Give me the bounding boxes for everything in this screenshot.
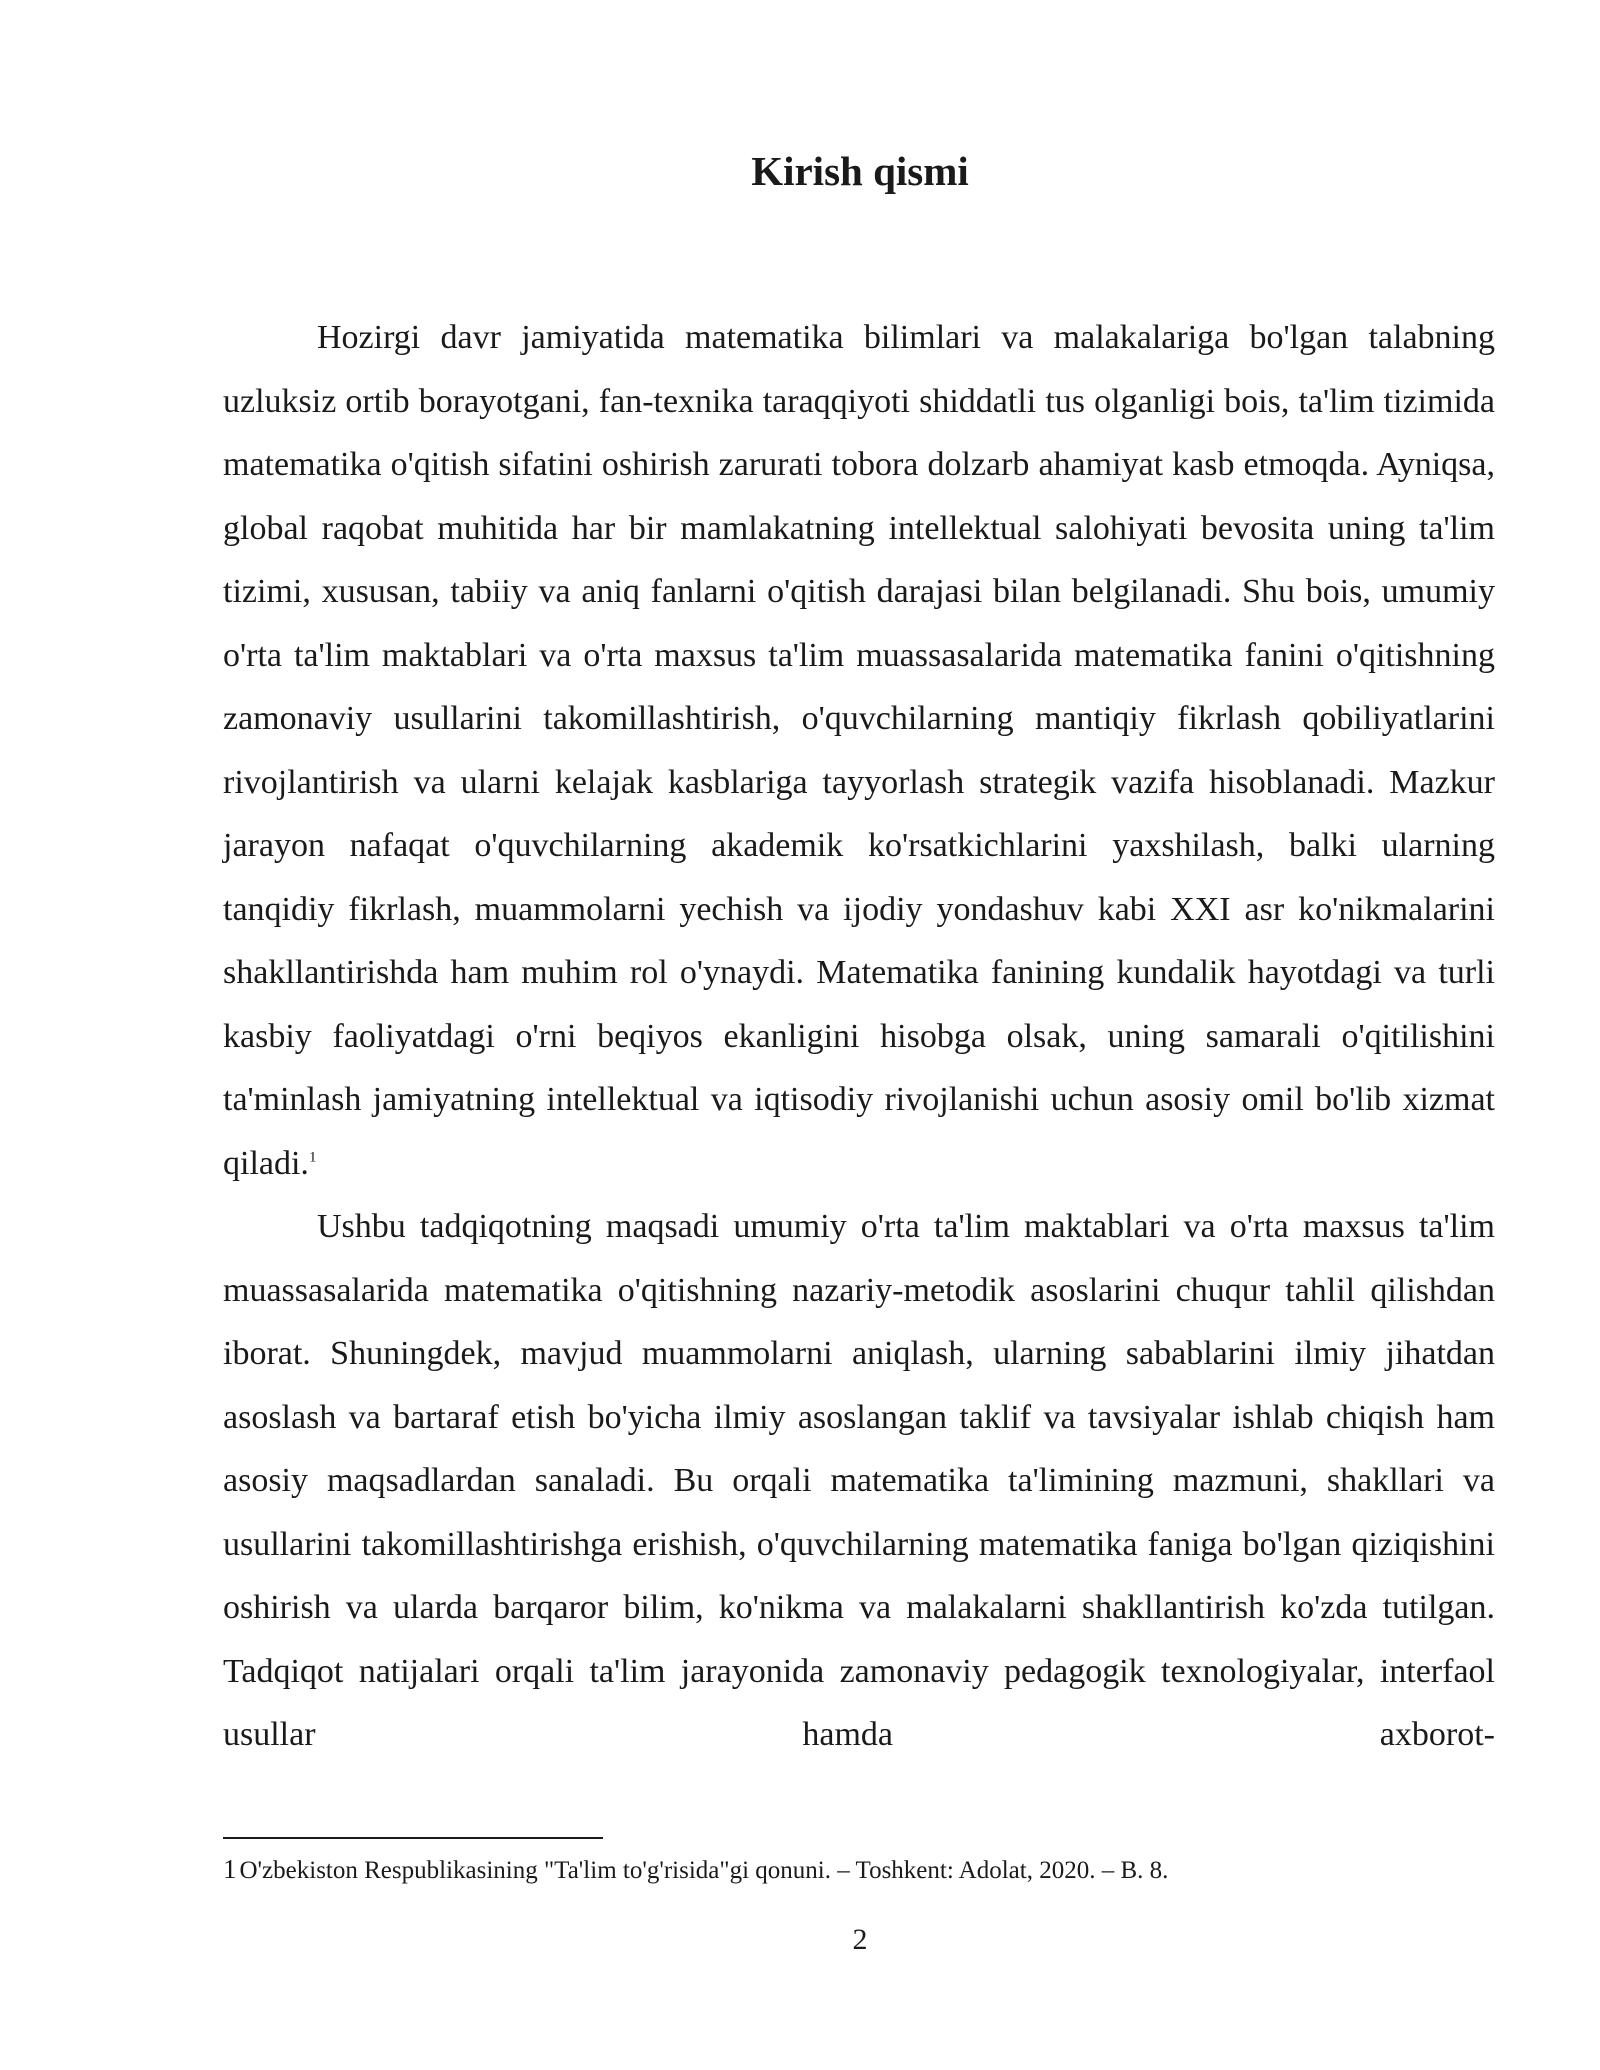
footnote-number: 1 [223,1854,237,1884]
paragraph-1-text: Hozirgi davr jamiyatida matematika bilimlari va malakalariga bo'lgan talabning uzluksiz ortib borayotgani, fan-texnika taraqqiyoti shiddatli tus olganligi bois, ta'lim tizimida matematika o'qitish sifatini oshirish zarurati tobora dolzarb ahamiyat kasb etmoqda. Ayniqsa, global raqobat muhitida har bir mamlakatning intellektual salohiyati bevosita uning ta'lim tizimi, xususan, tabiiy va aniq fanlarni o'qitish darajasi bilan belgilanadi. Shu bois, umumiy o'rta ta'lim maktablari va o'rta maxsus ta'lim muassasalarida matematika fanini o'qitishning zamonaviy usullarini takomillashtirish, o'quvchilarning mantiqiy fikrlash qobiliyatlarini rivojlantirish va ularni kelajak kasblariga tayyorlash strategik vazifa hisoblanadi. Mazkur jarayon nafaqat o'quvchilarning akademik ko'rsatkichlarini yaxshilash, balki ularning tanqidiy fikrlash, muammolarni yechish va ijodiy yondashuv kabi XXI asr ko'nikmalarini shakllantirishda ham muhim rol o'ynaydi. Matematika fanining kundalik hayotdagi va turli kasbiy faoliyatdagi o'rni beqiyos ekanligini hisobga olsak, uning samarali o'qitilishini ta'minlash jamiyatning intellektual va iqtisodiy rivojlanishi uchun asosiy omil bo'lib xizmat qiladi. [223,319,1495,1182]
footnote-reference[interactable]: 1 [308,1149,317,1166]
footnote-separator [223,1837,603,1839]
paragraph-1 [223,306,1495,1195]
page-title: Kirish qismi [751,148,969,194]
footnote-text: O'zbekiston Respublikasining "Ta'lim to'g'risida"gi qonuni. – Toshkent: Adolat, 2020. – B. 8. [239,1857,1169,1884]
body-text [223,306,1495,1767]
page-number: 2 [852,1923,868,1956]
footnote [223,1852,1523,1888]
paragraph-2: Ushbu tadqiqotning maqsadi umumiy o'rta ta'lim maktablari va o'rta maxsus ta'lim muassasalarida matematika o'qitishning nazariy-metodik asoslarini chuqur tahlil qilishdan iborat. Shuningdek, mavjud muammolarni aniqlash, ularning sabablarini ilmiy jihatdan asoslash va bartaraf etish bo'yicha ilmiy asoslangan taklif va tavsiyalar ishlab chiqish ham asosiy maqsadlardan sanaladi. Bu orqali matematika ta'limining mazmuni, shakllari va usullarini takomillashtirishga erishish, o'quvchilarning matematika faniga bo'lgan qiziqishini oshirish va ularda barqaror bilim, ko'nikma va malakalarni shakllantirish ko'zda tutilgan. Tadqiqot natijalari orqali ta'lim jarayonida zamonaviy pedagogik texnologiyalar, interfaol usullar hamda axborot- [223,1208,1495,1753]
